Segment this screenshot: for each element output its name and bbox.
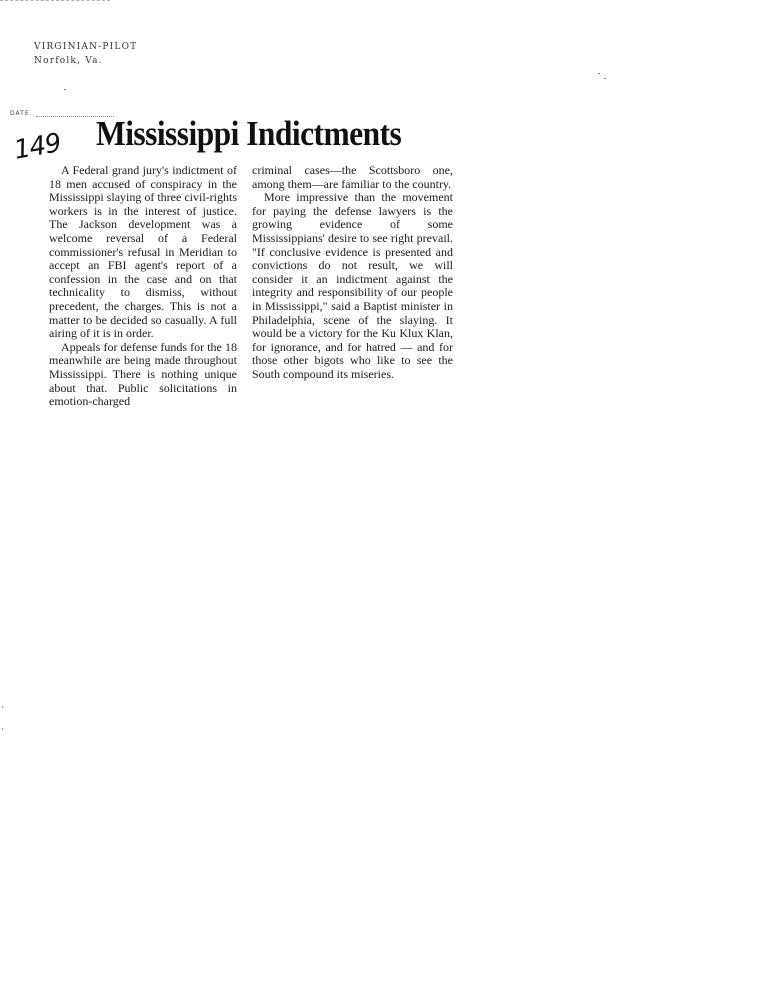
article-column-right <box>252 164 453 382</box>
source-paper: VIRGINIAN-PILOT <box>34 42 138 52</box>
scan-edge-dashes <box>0 0 110 5</box>
scan-margin-mark <box>2 728 3 730</box>
paragraph: criminal cases—the Scottsboro one, among them—are familiar to the country. <box>252 163 453 191</box>
scan-speck <box>64 89 66 90</box>
handwritten-note: 149 <box>11 128 63 166</box>
paragraph: More impressive than the movement for paying the defense lawyers is the growing evidence of some Mississippians' desire to see right prevail. "If conclusive evidence is presented and convictions do not result, we will consider it an indictment against the integrity and responsibility of our people in Mississippi," said a Baptist minister in Philadelphia, scene of the slaying. It would be a victory for the Ku Klux Klan, for ignorance, and for hatred — and for those other bigots who like to see the South compound its miseries. <box>252 190 453 381</box>
source-city: Norfolk, Va. <box>34 56 103 66</box>
scan-speck <box>598 73 600 74</box>
scan-speck <box>604 78 606 79</box>
paragraph: A Federal grand jury's indictment of 18 men accused of conspiracy in the Mississippi slaying of three civil-rights workers is in the interest of justice. The Jackson development was a welcome reversal of a Federal commissioner's refusal in Meridian to accept an FBI agent's report of a confession in the case and on that technicality to dismiss, without precedent, the charges. This is not a matter to be decided so casually. A full airing of it is in order. <box>49 163 237 341</box>
date-label: DATE <box>10 110 30 117</box>
source-stamp <box>34 40 137 68</box>
paragraph: Appeals for defense funds for the 18 meanwhile are being made throughout Mississippi. There is nothing unique about that. Public solicitations in emotion-charged <box>49 339 237 409</box>
article-headline: Mississippi Indictments <box>96 114 402 153</box>
scan-margin-mark <box>2 706 3 708</box>
article-column-left <box>49 164 237 409</box>
